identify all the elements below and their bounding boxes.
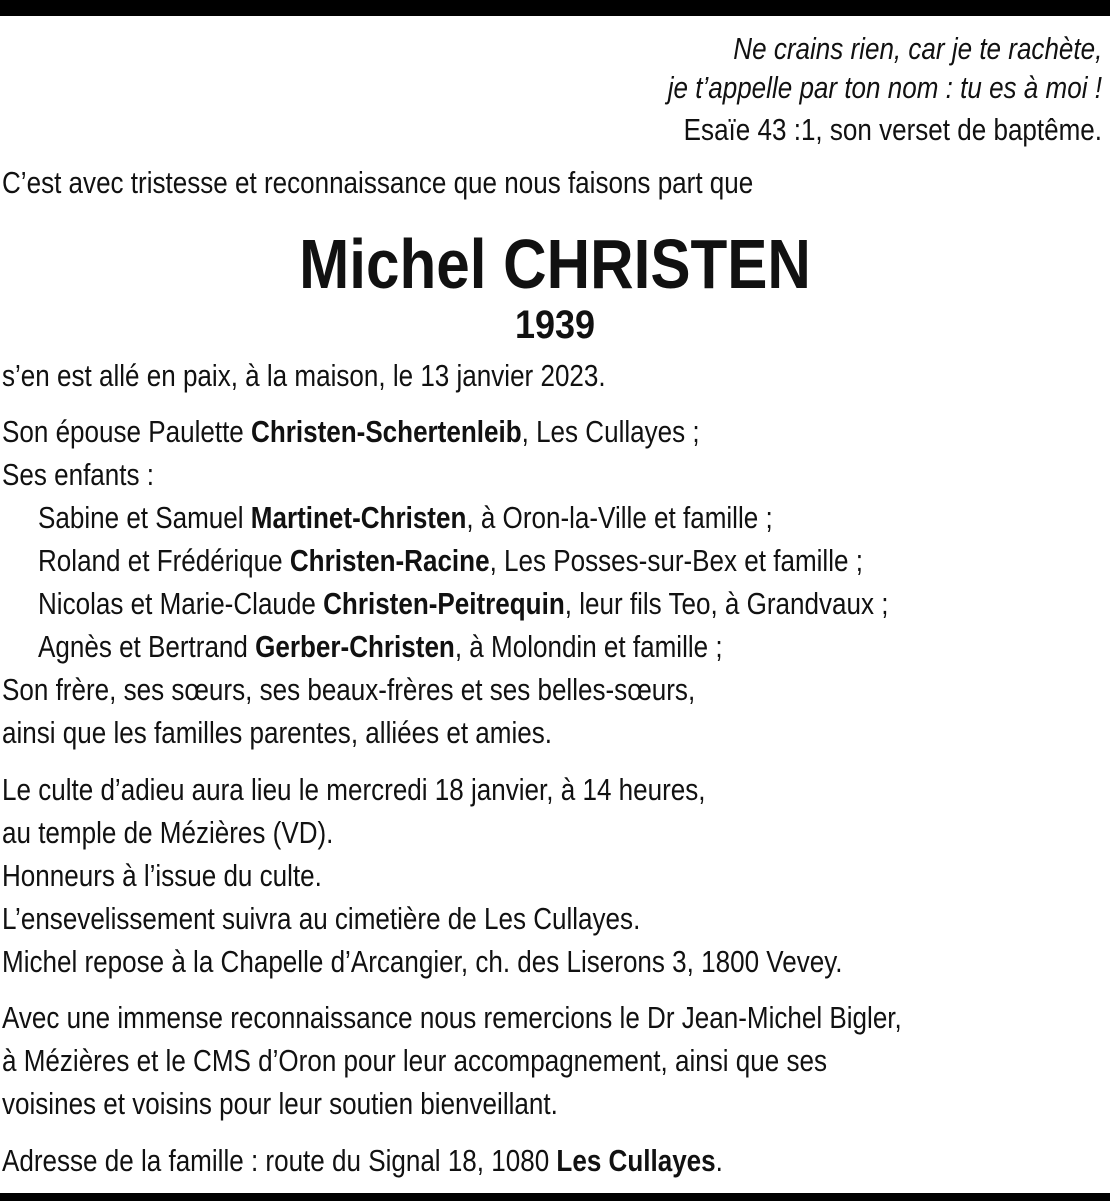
ceremony-line-5: Michel repose à la Chapelle d’Arcangier, ch. des Liserons 3, 1800 Vevey. <box>2 944 843 979</box>
child-surname: Christen-Peitrequin <box>323 586 565 621</box>
bottom-rule <box>0 1193 1110 1201</box>
deceased-year: 1939 <box>514 303 596 347</box>
address-locality: Les Cullayes <box>556 1143 716 1178</box>
passing-text: s’en est allé en paix, à la maison, le 13 janvier 2023. <box>2 358 606 393</box>
spouse-line: Son épouse Paulette Christen-Schertenleib, Les Cullayes ; <box>2 414 700 449</box>
ceremony-line-4: L’ensevelissement suivra au cimetière de Les Cullayes. <box>2 901 641 936</box>
verse-reference: Esaïe 43 :1, son verset de baptême. <box>683 112 1102 147</box>
child-line: Sabine et Samuel Martinet-Christen, à Oron-la-Ville et famille ; <box>38 500 773 535</box>
deceased-name: Michel CHRISTEN <box>299 225 811 303</box>
top-rule <box>0 0 1110 16</box>
thanks-line-3: voisines et voisins pour leur soutien bienveillant. <box>2 1086 558 1121</box>
child-surname: Gerber-Christen <box>255 629 455 664</box>
siblings-line: Son frère, ses sœurs, ses beaux-frères et ses belles-sœurs, <box>2 672 696 707</box>
ceremony-line-3: Honneurs à l’issue du culte. <box>2 858 322 893</box>
child-line: Roland et Frédérique Christen-Racine, Les Posses-sur-Bex et famille ; <box>38 543 863 578</box>
family-address: Adresse de la famille : route du Signal 18, 1080 Les Cullayes. <box>2 1143 723 1178</box>
thanks-line-1: Avec une immense reconnaissance nous remercions le Dr Jean-Michel Bigler, <box>2 1000 902 1035</box>
child-line: Agnès et Bertrand Gerber-Christen, à Molondin et famille ; <box>38 629 723 664</box>
others-line: ainsi que les familles parentes, alliées et amies. <box>2 715 553 750</box>
ceremony-line-1: Le culte d’adieu aura lieu le mercredi 18 janvier, à 14 heures, <box>2 772 706 807</box>
child-surname: Christen-Racine <box>289 543 490 578</box>
verse-line-1: Ne crains rien, car je te rachète, <box>732 31 1102 66</box>
children-heading: Ses enfants : <box>2 457 155 492</box>
child-line: Nicolas et Marie-Claude Christen-Peitrequin, leur fils Teo, à Grandvaux ; <box>38 586 889 621</box>
intro-text: C’est avec tristesse et reconnaissance que nous faisons part que <box>2 165 754 200</box>
verse-line-2: je t’appelle par ton nom : tu es à moi ! <box>667 70 1102 105</box>
child-surname: Martinet-Christen <box>250 500 467 535</box>
spouse-surname: Christen-Schertenleib <box>251 414 522 449</box>
thanks-line-2: à Mézières et le CMS d’Oron pour leur accompagnement, ainsi que ses <box>2 1043 828 1078</box>
ceremony-line-2: au temple de Mézières (VD). <box>2 815 334 850</box>
